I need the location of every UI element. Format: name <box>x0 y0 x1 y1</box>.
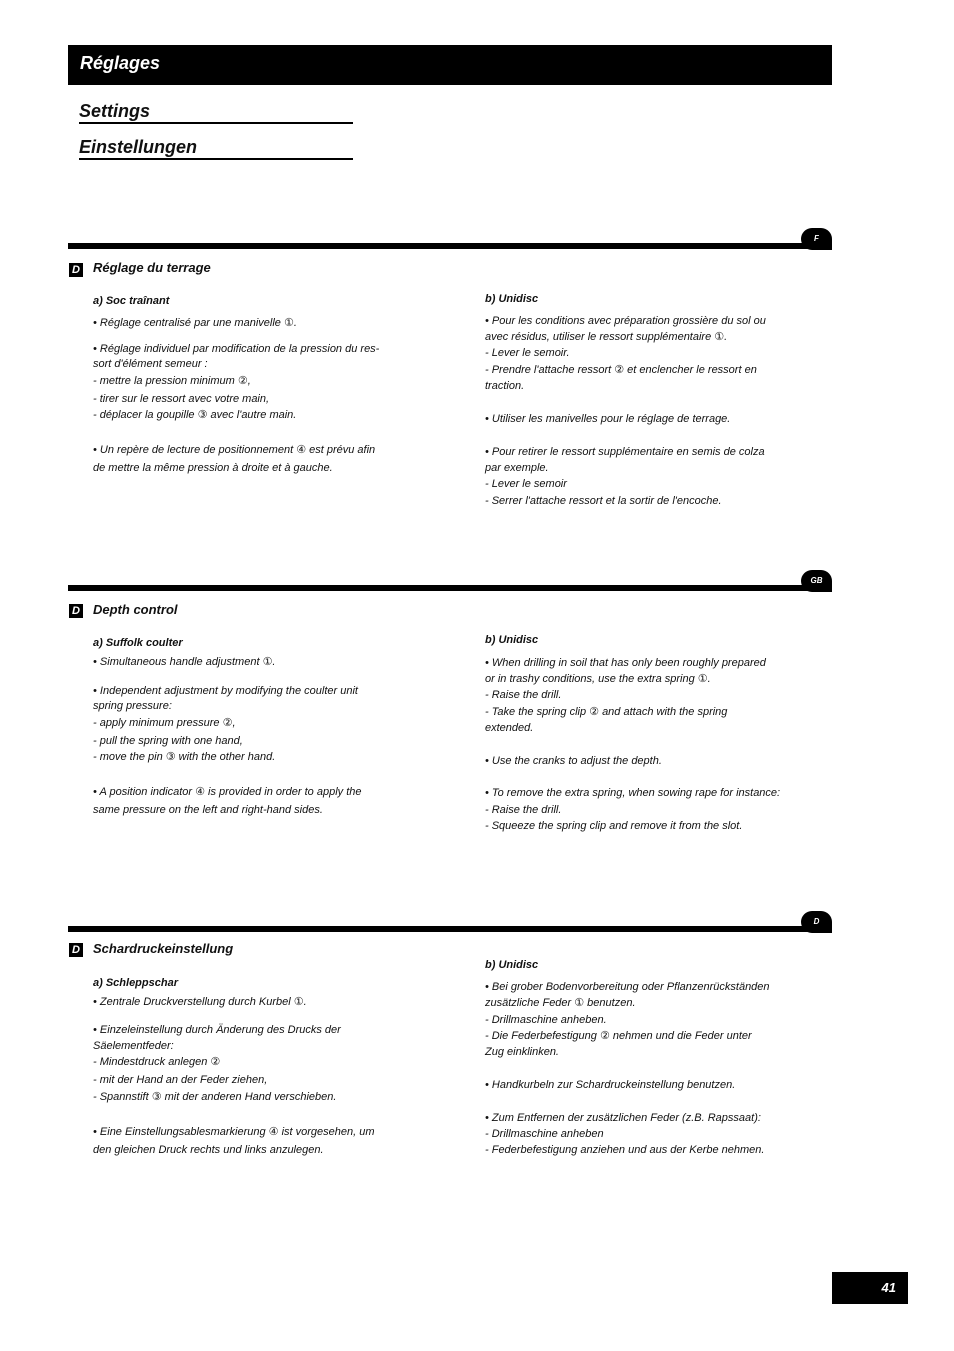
page-title: Réglages <box>80 53 161 73</box>
section-title: Réglage du terrage <box>93 260 211 275</box>
text-line: • Independent adjustment by modifying the coulter unit <box>93 685 358 697</box>
text-line: - pull the spring with one hand, <box>93 735 243 747</box>
text-line: de mettre la même pression à droite et à gauche. <box>93 462 333 474</box>
language-badge: F <box>801 228 832 250</box>
text-line: - Lever le semoir <box>485 478 567 490</box>
text-line: - Mindestdruck anlegen ② <box>93 1056 221 1068</box>
text-line: par exemple. <box>485 462 549 474</box>
text-line: Säelementfeder: <box>93 1040 174 1052</box>
section-title: Depth control <box>93 602 178 617</box>
text-line: - Spannstift ③ mit der anderen Hand verschieben. <box>93 1091 337 1103</box>
text-line: Zug einklinken. <box>485 1046 559 1058</box>
text-line: avec résidus, utiliser le ressort supplémentaire ①. <box>485 331 728 343</box>
text-line: • Pour les conditions avec préparation grossière du sol ou <box>485 315 766 327</box>
section-rule <box>68 585 832 591</box>
text-line: - tirer sur le ressort avec votre main, <box>93 393 270 405</box>
section-marker: D <box>69 604 83 618</box>
text-line: same pressure on the left and right-hand sides. <box>93 804 323 816</box>
text-line: • Réglage individuel par modification de la pression du res- <box>93 343 380 355</box>
text-line: - mettre la pression minimum ②, <box>93 375 251 387</box>
text-line: - apply minimum pressure ②, <box>93 717 236 729</box>
text-line: • Simultaneous handle adjustment ①. <box>93 656 276 668</box>
text-line: sort d'élément semeur : <box>93 358 208 370</box>
text-line: • A position indicator ④ is provided in order to apply the <box>93 786 362 798</box>
text-line: - Raise the drill. <box>485 689 562 701</box>
left-column-heading: a) Suffolk coulter <box>93 637 183 649</box>
text-line: - Take the spring clip ② and attach with the spring <box>485 706 728 718</box>
text-line: - Squeeze the spring clip and remove it from the slot. <box>485 820 743 832</box>
text-line: - Lever le semoir. <box>485 347 570 359</box>
text-line: • Utiliser les manivelles pour le réglage de terrage. <box>485 413 731 425</box>
text-line: - move the pin ③ with the other hand. <box>93 751 276 763</box>
text-line: spring pressure: <box>93 700 172 712</box>
subtitle-settings: Settings <box>79 100 353 124</box>
right-column-heading: b) Unidisc <box>485 293 539 305</box>
text-line: • Zentrale Druckverstellung durch Kurbel ①. <box>93 996 307 1008</box>
section-rule <box>68 926 832 932</box>
text-line: • Zum Entfernen der zusätzlichen Feder (z.B. Rapssaat): <box>485 1112 761 1124</box>
text-line: - mit der Hand an der Feder ziehen, <box>93 1074 268 1086</box>
left-column-heading: a) Soc traînant <box>93 295 170 307</box>
text-line: • Einzeleinstellung durch Änderung des Drucks der <box>93 1024 341 1036</box>
page-number: 41 <box>881 1280 896 1295</box>
text-line: • Eine Einstellungsablesmarkierung ④ ist vorgesehen, um <box>93 1126 375 1138</box>
title-bar <box>68 45 832 85</box>
section-marker: D <box>69 943 83 957</box>
left-column-heading: a) Schleppschar <box>93 977 178 989</box>
text-line: • Handkurbeln zur Schardruckeinstellung benutzen. <box>485 1079 736 1091</box>
text-line: - Federbefestigung anziehen und aus der Kerbe nehmen. <box>485 1144 765 1156</box>
text-line: den gleichen Druck rechts und links anzulegen. <box>93 1144 324 1156</box>
text-line: • Pour retirer le ressort supplémentaire en semis de colza <box>485 446 765 458</box>
text-line: • Bei grober Bodenvorbereitung oder Pflanzenrückständen <box>485 981 770 993</box>
text-line: - Serrer l'attache ressort et la sortir de l'encoche. <box>485 495 722 507</box>
text-line: • When drilling in soil that has only been roughly prepared <box>485 657 766 669</box>
text-line: - Drillmaschine anheben. <box>485 1014 607 1026</box>
text-line: or in trashy conditions, use the extra spring ①. <box>485 673 711 685</box>
section-marker: D <box>69 263 83 277</box>
text-line: - déplacer la goupille ③ avec l'autre main. <box>93 409 297 421</box>
page-number-box <box>832 1272 908 1304</box>
text-line: - Die Federbefestigung ② nehmen und die Feder unter <box>485 1030 752 1042</box>
text-line: - Drillmaschine anheben <box>485 1128 604 1140</box>
language-badge: D <box>801 911 832 933</box>
text-line: - Raise the drill. <box>485 804 562 816</box>
text-line: extended. <box>485 722 534 734</box>
section-rule <box>68 243 832 249</box>
text-line: zusätzliche Feder ① benutzen. <box>485 997 636 1009</box>
right-column-heading: b) Unidisc <box>485 634 539 646</box>
language-badge: GB <box>801 570 832 592</box>
section-title: Schardruckeinstellung <box>93 941 234 956</box>
text-line: • Réglage centralisé par une manivelle ①. <box>93 317 297 329</box>
text-line: • Use the cranks to adjust the depth. <box>485 755 662 767</box>
text-line: • Un repère de lecture de positionnement ④ est prévu afin <box>93 444 376 456</box>
subtitle-einstellungen: Einstellungen <box>79 136 353 160</box>
text-line: • To remove the extra spring, when sowing rape for instance: <box>485 787 781 799</box>
text-line: - Prendre l'attache ressort ② et enclencher le ressort en <box>485 364 757 376</box>
right-column-heading: b) Unidisc <box>485 959 539 971</box>
text-line: traction. <box>485 380 525 392</box>
